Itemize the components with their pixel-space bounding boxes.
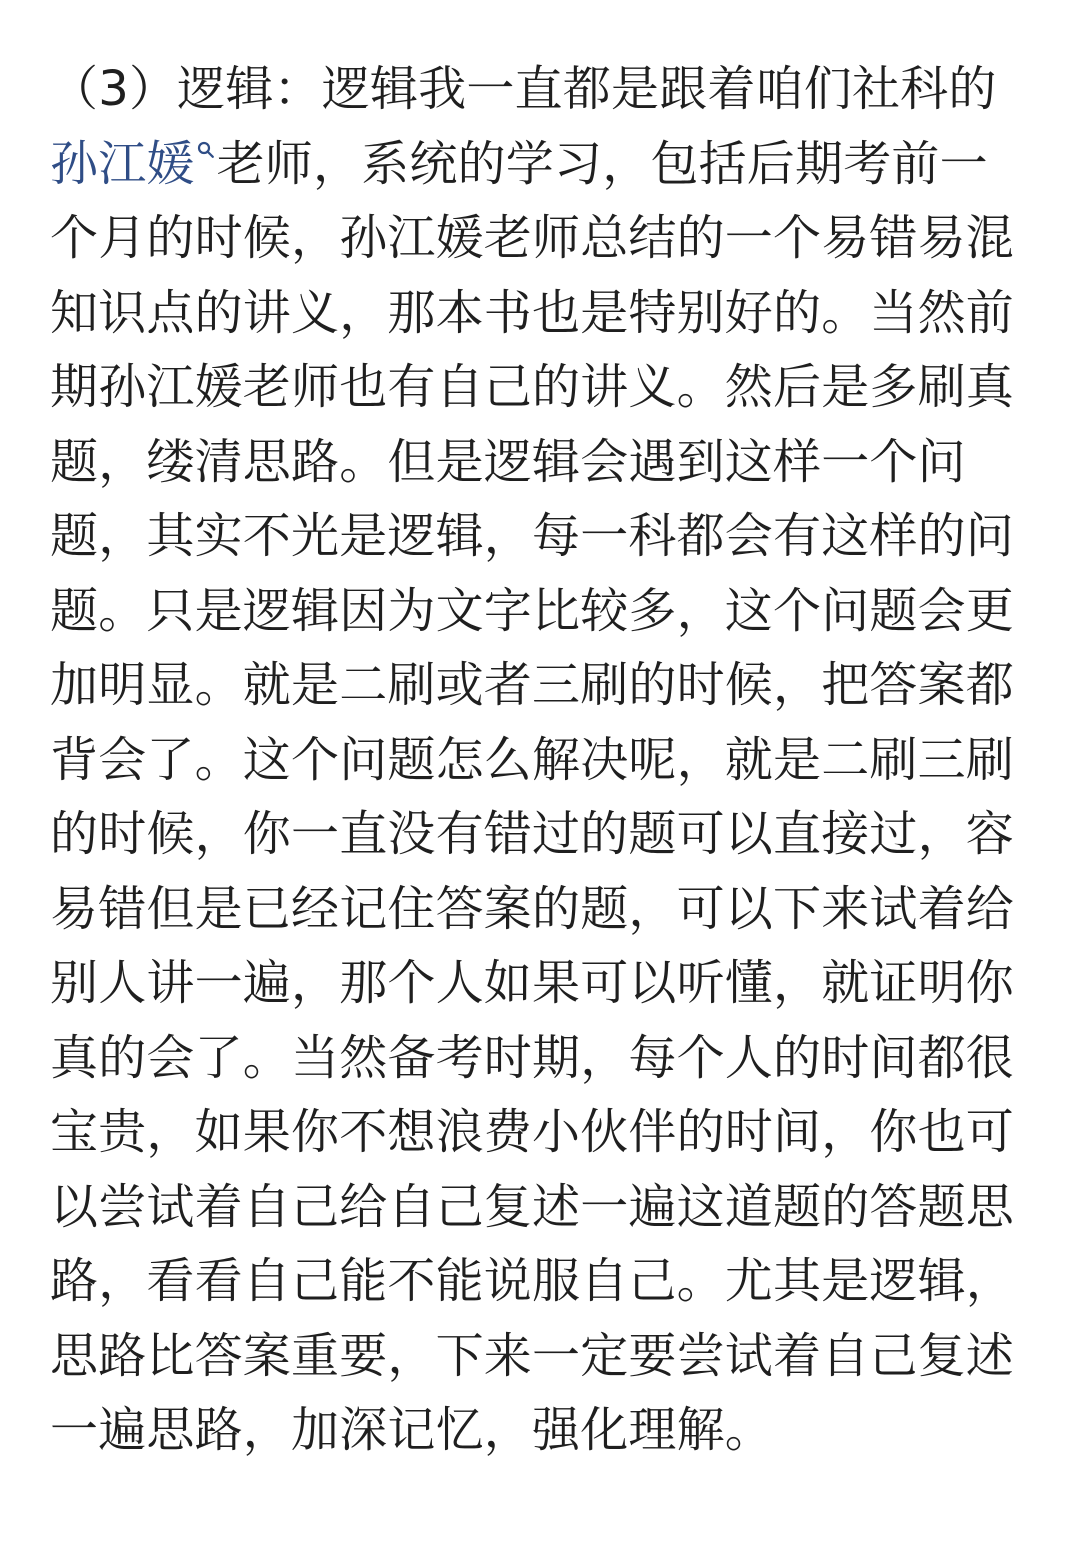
article-text-after-link: 老师，系统的学习，包括后期考前一个月的时候，孙江媛老师总结的一个易错易混知识点的讲义，那本书也是特别好的。当然前期孙江媛老师也有自己的讲义。然后是多刷真题，缕清思路。但是逻辑会遇到这样一个问题，其实不光是逻辑，每一科都会有这样的问题。只是逻辑因为文字比较多，这个问题会更加明显。就是二刷或者三刷的时候，把答案都背会了。这个问题怎么解决呢，就是二刷三刷的时候，你一直没有错过的题可以直接过，容易错但是已经记住答案的题，可以下来试着给别人讲一遍，那个人如果可以听懂，就证明你真的会了。当然备考时期，每个人的时间都很宝贵，如果你不想浪费小伙伴的时间，你也可以尝试着自己给自己复述一遍这道题的答题思路，看看自己能不能说服自己。尤其是逻辑，思路比答案重要，下来一定要尝试着自己复述一遍思路，加深记忆，强化理解。 <box>50 135 1015 1458</box>
article-text-before-link: （3）逻辑：逻辑我一直都是跟着咱们社科的 <box>50 61 997 117</box>
article-paragraph <box>50 52 1030 1468</box>
search-icon[interactable] <box>197 141 215 163</box>
teacher-name-link[interactable]: 孙江媛 <box>50 135 195 192</box>
